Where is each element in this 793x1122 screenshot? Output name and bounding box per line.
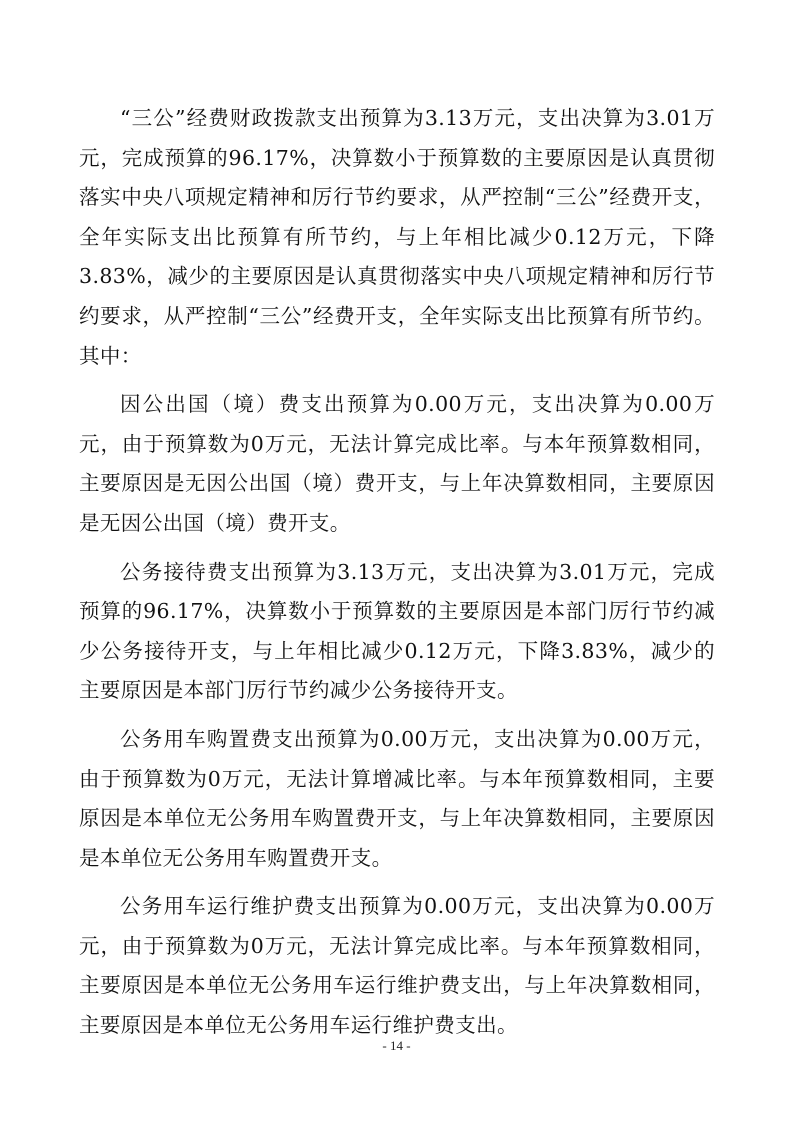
paragraph-official-reception: 公务接待费支出预算为3.13万元，支出决算为3.01万元，完成预算的96.17%，决算数小于预算数的主要原因是本部门厉行节约减少公务接待开支，与上年相比减少0.12万元，下降3.83%，减少的主要原因是本部门厉行节约减少公务接待开支。 xyxy=(79,559,715,703)
paragraph-three-public-expenses: “三公”经费财政拨款支出预算为3.13万元，支出决算为3.01万元，完成预算的96.17%，决算数小于预算数的主要原因是认真贯彻落实中央八项规定精神和厉行节约要求，从严控制“三公”经费开支，全年实际支出比预算有所节约，与上年相比减少0.12万元，下降3.83%，减少的主要原因是认真贯彻落实中央八项规定精神和厉行节约要求，从严控制“三公”经费开支，全年实际支出比预算有所节约。其中： xyxy=(79,106,715,368)
document-body xyxy=(79,99,715,1055)
paragraph-vehicle-purchase: 公务用车购置费支出预算为0.00万元，支出决算为0.00万元，由于预算数为0万元，无法计算增减比率。与本年预算数相同，主要原因是本单位无公务用车购置费开支，与上年决算数相同，主要原因是本单位无公务用车购置费开支。 xyxy=(79,726,715,870)
page-number: - 14 - xyxy=(382,1038,411,1053)
paragraph-vehicle-maintenance: 公务用车运行维护费支出预算为0.00万元，支出决算为0.00万元，由于预算数为0万元，无法计算完成比率。与本年预算数相同，主要原因是本单位无公务用车运行维护费支出，与上年决算数相同，主要原因是本单位无公务用车运行维护费支出。 xyxy=(79,894,715,1038)
paragraph-overseas-travel: 因公出国（境）费支出预算为0.00万元，支出决算为0.00万元，由于预算数为0万元，无法计算完成比率。与本年预算数相同，主要原因是无因公出国（境）费开支，与上年决算数相同，主要原因是无因公出国（境）费开支。 xyxy=(79,392,715,535)
